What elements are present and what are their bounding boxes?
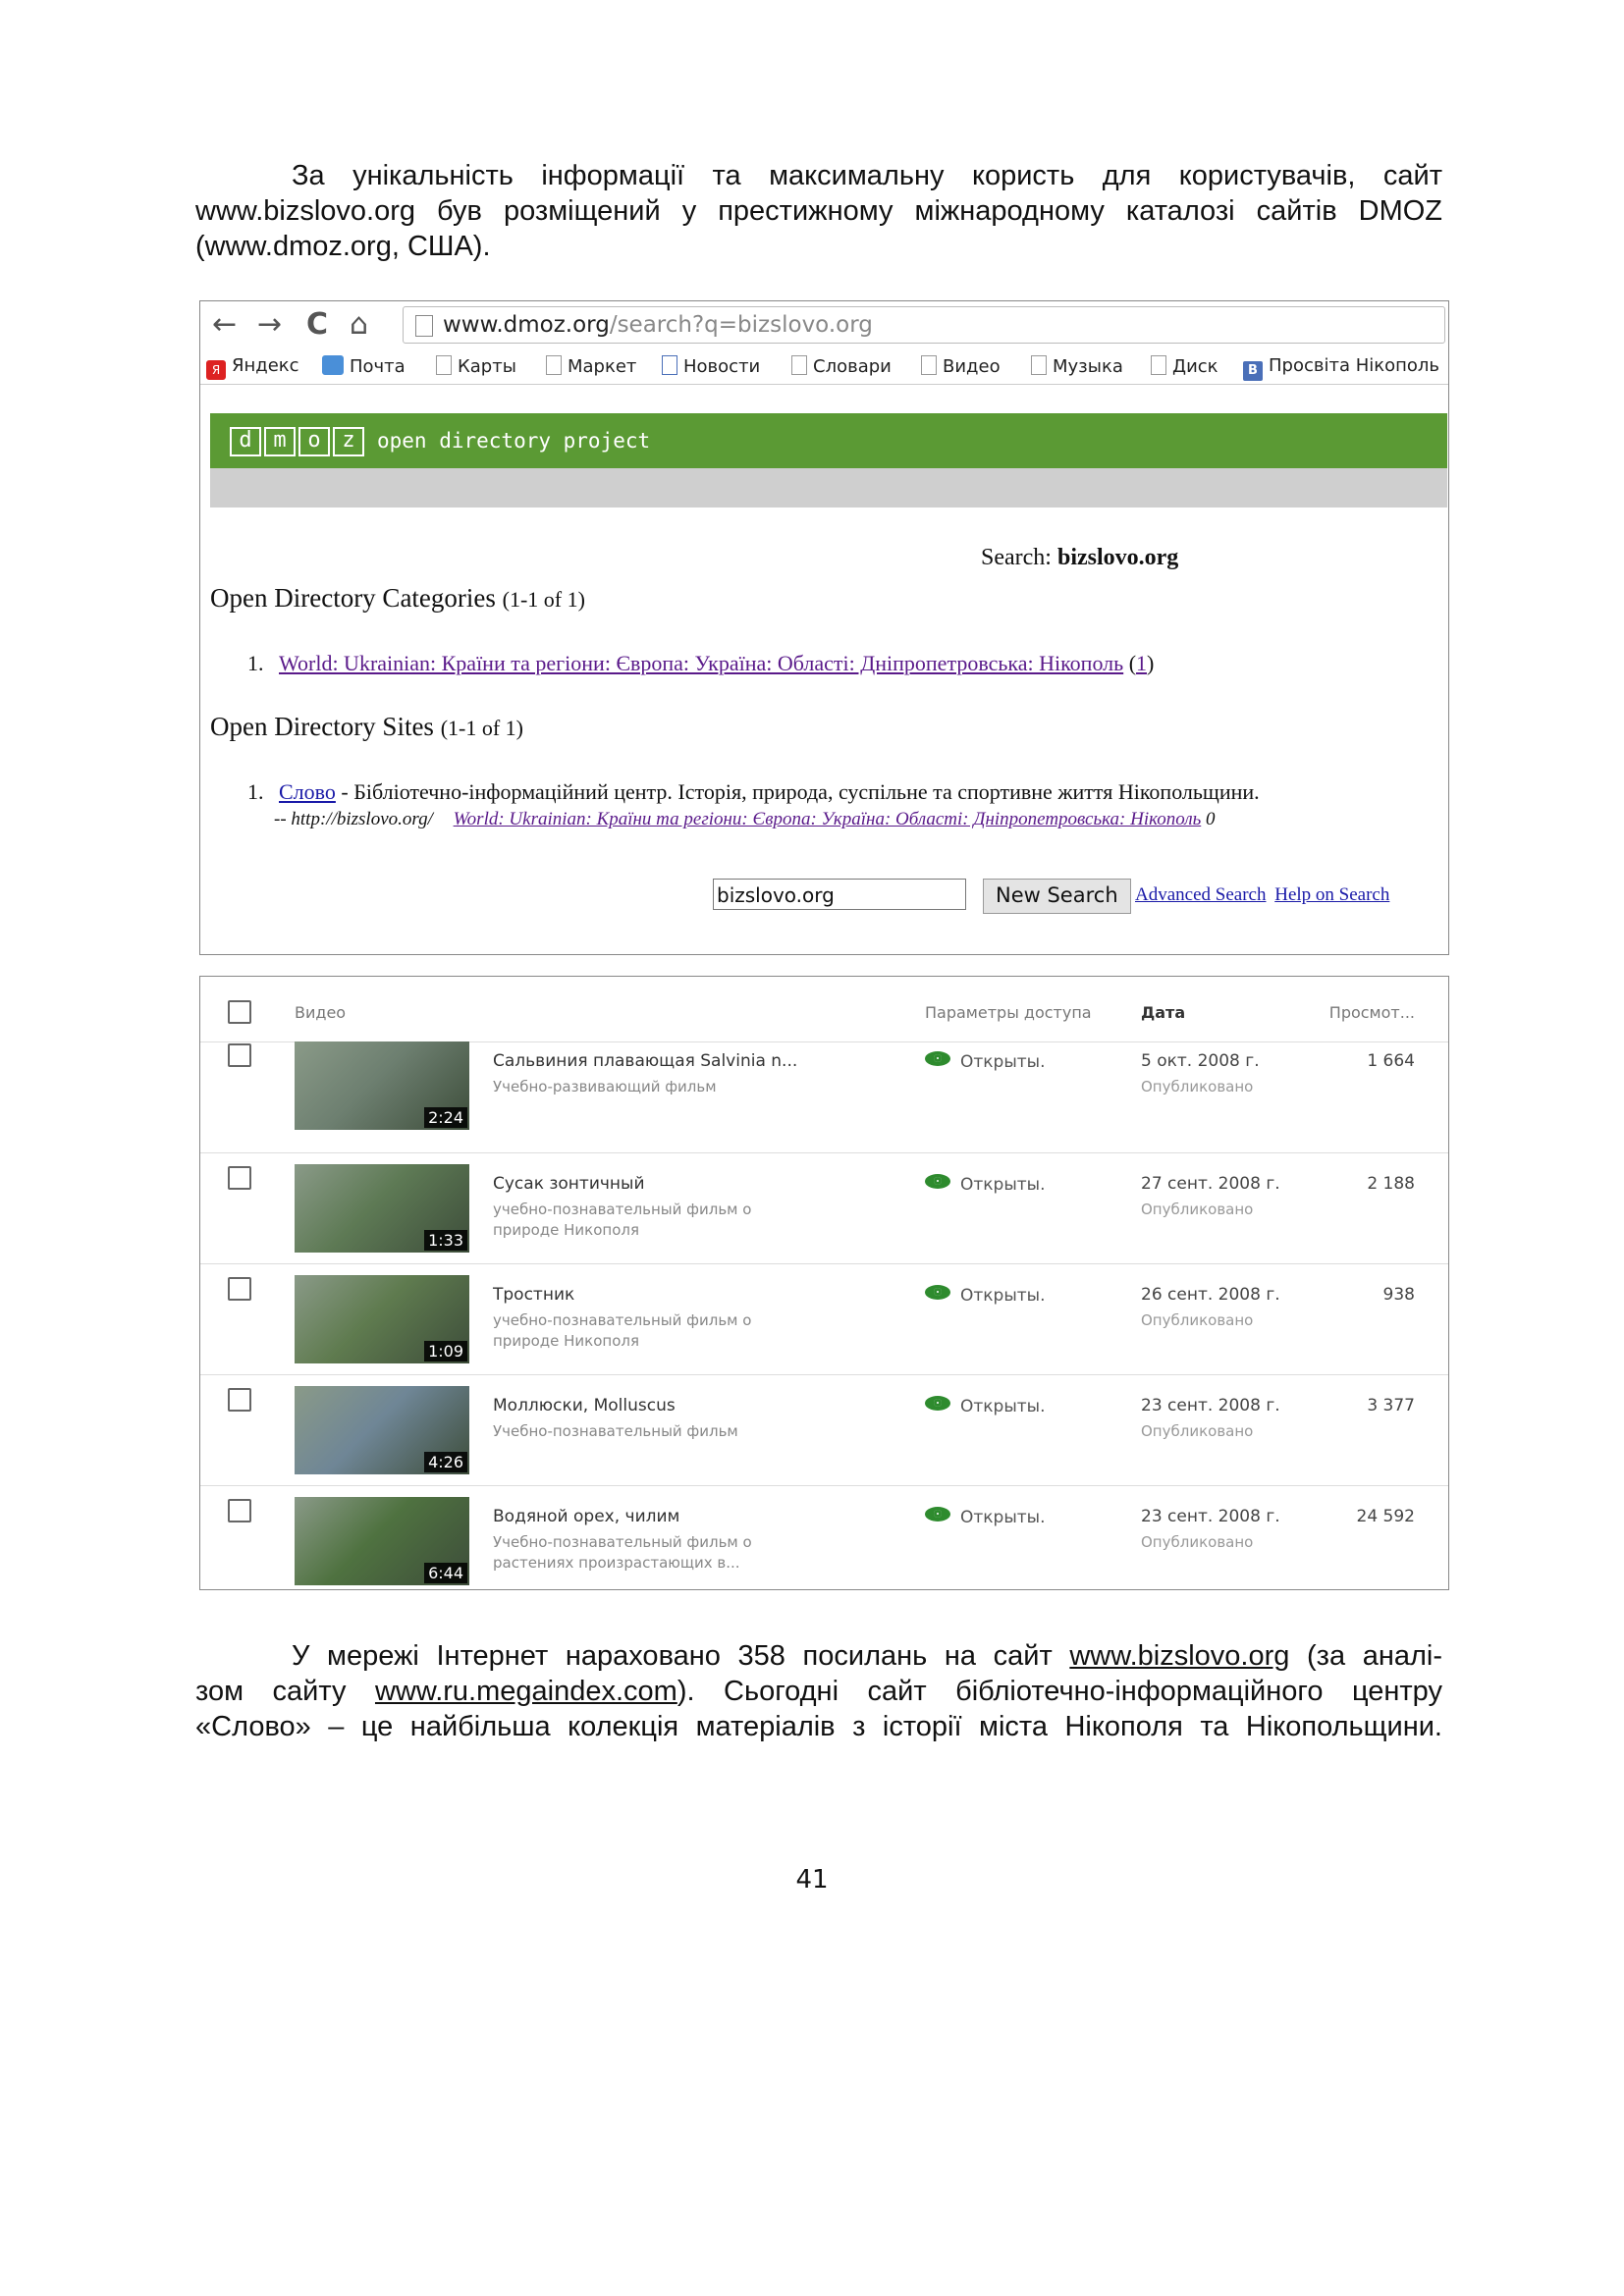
forward-arrow-icon[interactable]: → — [257, 307, 283, 342]
publish-status: Опубликовано — [1141, 1422, 1254, 1440]
publish-status: Опубликовано — [1141, 1201, 1254, 1218]
search-label: Search: — [981, 545, 1052, 570]
bookmark-music[interactable] — [1031, 355, 1123, 377]
publish-status: Опубликовано — [1141, 1533, 1254, 1551]
video-thumbnail[interactable] — [295, 1386, 469, 1474]
category-link[interactable]: World: Ukrainian: Країни та регіони: Європа: Україна: Області: Дніпропетровська: Нікополь — [279, 651, 1124, 675]
video-duration: 6:44 — [424, 1563, 467, 1583]
row-checkbox[interactable] — [228, 1043, 251, 1067]
video-title[interactable]: Сусак зонтичный — [493, 1174, 645, 1194]
video-date: 23 сент. 2008 г. — [1141, 1507, 1280, 1526]
category-result — [247, 651, 1154, 676]
bookmark-yandex[interactable] — [206, 355, 299, 380]
vk-icon: В — [1243, 361, 1263, 381]
bookmark-mail[interactable] — [322, 355, 406, 377]
page-icon — [546, 355, 562, 375]
access-label: Открыты. — [960, 1052, 1046, 1072]
video-thumbnail[interactable] — [295, 1041, 469, 1130]
back-arrow-icon[interactable]: ← — [212, 307, 238, 342]
row-checkbox[interactable] — [228, 1166, 251, 1190]
video-row[interactable] — [200, 1374, 1448, 1486]
eye-icon — [925, 1174, 950, 1189]
news-icon — [662, 355, 677, 375]
site-link[interactable]: Слово — [279, 779, 336, 804]
dmoz-header — [210, 413, 1447, 468]
select-all-checkbox[interactable] — [228, 1000, 251, 1024]
new-search-button[interactable]: New Search — [983, 879, 1131, 914]
closing-line-1-pre: У мережі Інтернет нараховано 358 посилань на сайт — [292, 1640, 1070, 1672]
header-video[interactable]: Видео — [295, 1003, 347, 1022]
eye-icon — [925, 1507, 950, 1522]
category-count-link[interactable]: 1 — [1136, 651, 1148, 675]
view-count: 938 — [1382, 1285, 1415, 1305]
categories-count: (1-1 of 1) — [502, 587, 585, 612]
access-label: Открыты. — [960, 1508, 1046, 1527]
category-count-prefix: ( — [1128, 651, 1137, 675]
sites-count: (1-1 of 1) — [440, 716, 524, 740]
video-thumbnail[interactable] — [295, 1164, 469, 1253]
video-date: 23 сент. 2008 г. — [1141, 1396, 1280, 1415]
bookmark-label: Видео — [943, 356, 1001, 377]
bizslovo-link[interactable]: www.bizslovo.org — [1069, 1640, 1290, 1672]
bookmark-label: Просвіта Нікополь — [1269, 355, 1440, 376]
video-title[interactable]: Сальвиния плавающая Salvinia n... — [493, 1051, 798, 1071]
video-description: Учебно-развивающий фильм — [493, 1078, 717, 1095]
video-duration: 2:24 — [424, 1107, 467, 1128]
table-header — [200, 977, 1448, 1042]
bookmark-label: Маркет — [568, 356, 637, 377]
bookmark-video[interactable] — [921, 355, 1001, 377]
view-count: 24 592 — [1356, 1507, 1415, 1526]
video-thumbnail[interactable] — [295, 1497, 469, 1585]
yandex-icon: Я — [206, 360, 226, 380]
site-category-path[interactable]: World: Ukrainian: Країни та регіони: Європа: Україна: Області: Дніпропетровська: Нікополь — [453, 809, 1202, 829]
megaindex-link[interactable]: www.ru.megaindex.com — [374, 1676, 677, 1707]
categories-heading — [210, 583, 585, 614]
row-checkbox[interactable] — [228, 1388, 251, 1412]
site-description: - Бібліотечно-інформаційний центр. Історія, природа, суспільне та спортивне життя Нікопольщини. — [335, 779, 1260, 804]
search-input[interactable]: bizslovo.org — [713, 879, 966, 910]
logo-letter: m — [264, 427, 296, 456]
bookmark-news[interactable] — [662, 355, 760, 377]
bookmark-market[interactable] — [546, 355, 636, 377]
access-status[interactable] — [925, 1174, 1046, 1195]
view-count: 3 377 — [1367, 1396, 1415, 1415]
video-date: 26 сент. 2008 г. — [1141, 1285, 1280, 1305]
bookmarks-bar — [200, 348, 1448, 385]
header-views[interactable]: Просмот... — [1328, 1003, 1415, 1022]
page-icon — [791, 355, 807, 375]
access-status[interactable] — [925, 1051, 1046, 1072]
home-icon[interactable]: ⌂ — [350, 307, 369, 342]
bookmark-label: Карты — [458, 356, 516, 377]
access-label: Открыты. — [960, 1286, 1046, 1306]
video-title[interactable]: Моллюски, Molluscus — [493, 1396, 676, 1415]
search-term: bizslovo.org — [1056, 545, 1179, 570]
bookmark-label: Диск — [1172, 356, 1218, 377]
page-number: 41 — [795, 1865, 829, 1895]
video-description: учебно-познавательный фильм о природе Никополя — [493, 1311, 752, 1350]
categories-heading-text: Open Directory Categories — [210, 583, 496, 613]
video-duration: 4:26 — [424, 1452, 467, 1472]
closing-line-2-pre: зом сайту — [195, 1676, 375, 1707]
site-url-line — [274, 809, 1216, 830]
bookmark-label: Почта — [350, 356, 406, 377]
eye-icon — [925, 1396, 950, 1411]
site-url: -- http://bizslovo.org/ — [274, 809, 433, 829]
bookmark-label: Новости — [683, 356, 761, 377]
bookmark-dictionaries[interactable] — [791, 355, 892, 377]
intro-line-3: (www.dmoz.org, США). — [195, 231, 491, 262]
search-links — [1135, 884, 1389, 906]
page-icon — [415, 315, 433, 337]
view-count: 1 664 — [1367, 1051, 1415, 1071]
site-result — [247, 779, 1260, 805]
bookmark-label: Яндекс — [232, 355, 299, 376]
page-icon — [436, 355, 452, 375]
eye-icon — [925, 1051, 950, 1066]
dmoz-grey-bar — [210, 468, 1447, 507]
video-row[interactable] — [200, 1263, 1448, 1375]
site-path-count: 0 — [1201, 809, 1216, 829]
bookmark-disk[interactable] — [1151, 355, 1218, 377]
access-status[interactable] — [925, 1507, 1046, 1527]
bookmark-label: Словари — [813, 356, 892, 377]
video-title[interactable]: Тростник — [493, 1285, 575, 1305]
logo-letter: z — [333, 427, 364, 456]
access-status[interactable] — [925, 1396, 1046, 1416]
result-number: 1. — [247, 779, 264, 804]
video-description: Учебно-познавательный фильм — [493, 1422, 738, 1440]
intro-line-2: www.bizslovo.org був розміщений у престижному міжнародному каталозі сайтів DMOZ — [195, 195, 1442, 227]
page-icon — [921, 355, 937, 375]
closing-paragraph — [195, 1638, 1442, 1744]
video-thumbnail[interactable] — [295, 1275, 469, 1363]
video-date: 27 сент. 2008 г. — [1141, 1174, 1280, 1194]
header-access[interactable]: Параметры доступа — [925, 1003, 1092, 1022]
url-host: www.dmoz.org — [443, 312, 610, 338]
publish-status: Опубликовано — [1141, 1311, 1254, 1329]
advanced-search-link[interactable]: Advanced Search — [1135, 884, 1267, 905]
video-row[interactable] — [200, 1152, 1448, 1264]
page-icon — [1031, 355, 1047, 375]
view-count: 2 188 — [1367, 1174, 1415, 1194]
dmoz-logo[interactable] — [230, 427, 364, 456]
closing-line-3: «Слово» – це найбільша колекція матеріалів з історії міста Нікополя та Нікопольщини. — [195, 1711, 1442, 1742]
bookmark-maps[interactable] — [436, 355, 516, 377]
access-label: Открыты. — [960, 1397, 1046, 1416]
video-description: Учебно-познавательный фильм о растениях произрастающих в... — [493, 1533, 752, 1572]
dmoz-screenshot — [199, 300, 1449, 955]
row-checkbox[interactable] — [228, 1277, 251, 1301]
category-count-suffix: ) — [1147, 651, 1155, 675]
page-icon — [1151, 355, 1166, 375]
header-date[interactable]: Дата — [1141, 1003, 1186, 1022]
reload-icon[interactable]: C — [306, 307, 329, 342]
bookmark-prosvita[interactable] — [1243, 355, 1439, 381]
video-date: 5 окт. 2008 г. — [1141, 1051, 1260, 1071]
logo-letter: o — [298, 427, 330, 456]
result-number: 1. — [247, 651, 264, 675]
sites-heading-text: Open Directory Sites — [210, 712, 434, 741]
video-row[interactable] — [200, 1041, 1448, 1153]
closing-line-2 — [195, 1674, 1442, 1709]
intro-line-1: За унікальність інформації та максимальну користь для користувачів, сайт — [292, 160, 1442, 191]
closing-line-1-post: (за аналі- — [1289, 1640, 1442, 1672]
closing-line-2-post: ). Сьогодні сайт бібліотечно-інформаційного центру — [677, 1676, 1442, 1707]
search-summary — [981, 545, 1178, 571]
url-path: /search?q=bizslovo.org — [609, 312, 873, 338]
eye-icon — [925, 1285, 950, 1300]
bookmark-label: Музыка — [1053, 356, 1123, 377]
video-duration: 1:09 — [424, 1341, 467, 1362]
browser-toolbar — [200, 301, 1448, 348]
intro-paragraph — [195, 158, 1442, 264]
video-row[interactable] — [200, 1485, 1448, 1590]
access-label: Открыты. — [960, 1175, 1046, 1195]
video-duration: 1:33 — [424, 1230, 467, 1251]
dmoz-tagline: open directory project — [377, 429, 651, 453]
row-checkbox[interactable] — [228, 1499, 251, 1522]
address-bar[interactable] — [403, 306, 1445, 344]
publish-status: Опубликовано — [1141, 1078, 1254, 1095]
closing-line-1 — [195, 1638, 1442, 1674]
video-title[interactable]: Водяной орех, чилим — [493, 1507, 680, 1526]
help-search-link[interactable]: Help on Search — [1274, 884, 1390, 905]
logo-letter: d — [230, 427, 261, 456]
video-table — [199, 976, 1449, 1590]
mail-icon — [322, 355, 344, 375]
access-status[interactable] — [925, 1285, 1046, 1306]
sites-heading — [210, 712, 523, 742]
video-description: учебно-познавательный фильм о природе Никополя — [493, 1201, 752, 1239]
